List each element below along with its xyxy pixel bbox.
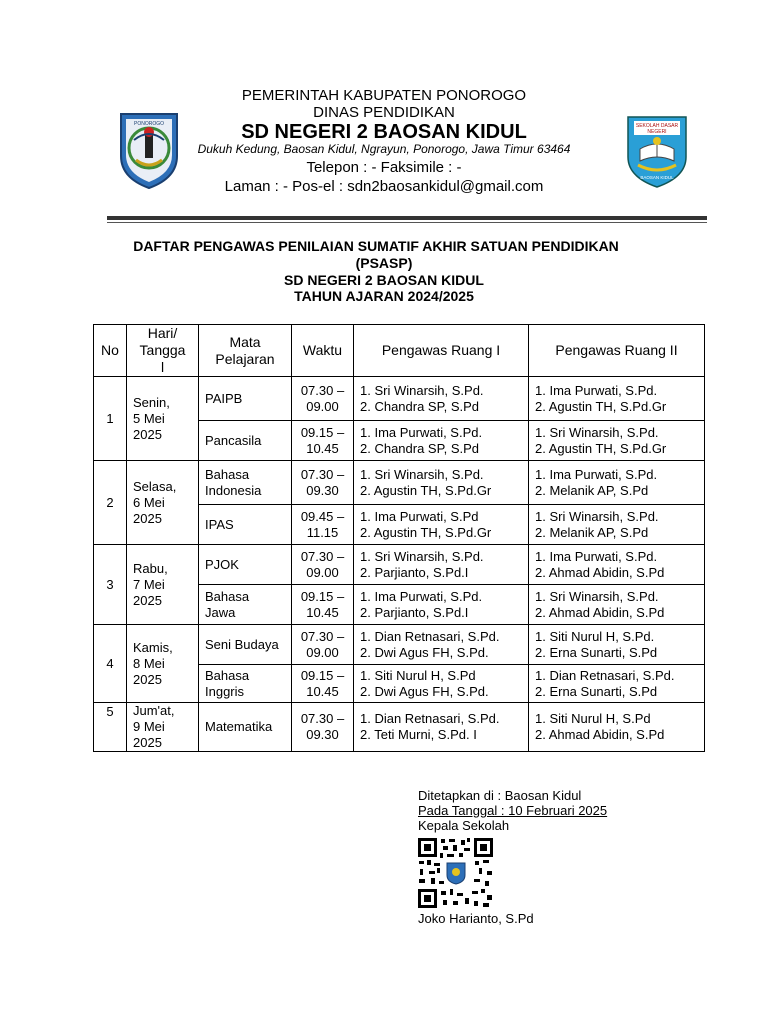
letterhead-government: PEMERINTAH KABUPATEN PONOROGO xyxy=(241,87,527,104)
doc-title-line-2: (PSASP) xyxy=(355,255,413,271)
header-subject xyxy=(199,325,292,377)
row-room-2 xyxy=(529,545,705,585)
signature-name: Joko Harianto, S.Pd xyxy=(418,911,534,926)
supervisor-1: 1. Sri Winarsih, S.Pd. xyxy=(360,466,484,482)
row-room-1 xyxy=(354,585,529,625)
subject-name-cont: Jawa xyxy=(205,604,236,620)
row-room-1 xyxy=(354,505,529,545)
supervisor-2: 2. Parjianto, S.Pd.I xyxy=(360,564,469,580)
time-start: 09.15 – xyxy=(300,424,345,440)
time-start: 09.15 – xyxy=(300,667,345,683)
supervisor-2: 2. Parjianto, S.Pd.I xyxy=(360,604,469,620)
letterhead-school-name: SD NEGERI 2 BAOSAN KIDUL xyxy=(241,121,527,143)
day-name: Jum'at, xyxy=(133,703,175,718)
supervisor-2: 2. Agustin TH, S.Pd.Gr xyxy=(535,398,667,414)
row-time xyxy=(292,505,354,545)
supervisor-1: 1. Siti Nurul H, S.Pd. xyxy=(535,628,655,644)
supervisor-1: 1. Siti Nurul H, S.Pd xyxy=(535,711,651,726)
supervisor-2: 2. Agustin TH, S.Pd.Gr xyxy=(360,482,492,498)
supervisor-1: 1. Dian Retnasari, S.Pd. xyxy=(360,628,500,644)
header-subject-line-2: Pelajaran xyxy=(215,350,275,367)
supervisor-schedule-table xyxy=(93,324,705,752)
row-subject xyxy=(199,585,292,625)
row-room-2 xyxy=(529,461,705,505)
time-end: 10.45 xyxy=(306,604,339,620)
row-room-2 xyxy=(529,421,705,461)
supervisor-2: 2. Erna Sunarti, S.Pd xyxy=(535,683,658,699)
supervisor-1: 1. Ima Purwati, S.Pd xyxy=(360,508,479,524)
row-room-1 xyxy=(354,665,529,703)
letterhead-address: Dukuh Kedung, Baosan Kidul, Ngrayun, Ponorogo, Jawa Timur 63464 xyxy=(197,142,571,156)
signature-place: Ditetapkan di : Baosan Kidul xyxy=(418,788,582,803)
header-day xyxy=(127,325,199,377)
row-room-1 xyxy=(354,545,529,585)
right-logo-top-text: SEKOLAH DASAR xyxy=(635,123,679,129)
header-room-1: Pengawas Ruang I xyxy=(354,325,529,377)
subject-name: Pancasila xyxy=(205,432,262,448)
supervisor-1: 1. Sri Winarsih, S.Pd. xyxy=(535,588,659,604)
day-date: 6 Mei xyxy=(133,494,165,510)
table-row xyxy=(94,703,705,752)
supervisor-2: 2. Ahmad Abidin, S.Pd xyxy=(535,564,665,580)
school-emblem-logo xyxy=(620,113,694,189)
letterhead-department: DINAS PENDIDIKAN xyxy=(313,104,455,121)
day-year: 2025 xyxy=(133,735,162,750)
doc-title-line-1: DAFTAR PENGAWAS PENILAIAN SUMATIF AKHIR SATUAN PENDIDIKAN xyxy=(133,238,619,254)
header-no: No xyxy=(94,325,127,377)
table-row xyxy=(94,461,705,505)
header-day-line-1: Hari/ xyxy=(147,325,178,341)
subject-name-cont: Indonesia xyxy=(205,482,262,498)
row-no: 3 xyxy=(94,545,127,625)
row-time xyxy=(292,585,354,625)
row-room-1 xyxy=(354,461,529,505)
supervisor-2: 2. Melanik AP, S.Pd xyxy=(535,482,649,498)
header-day-line-3: l xyxy=(160,359,165,375)
ponorogo-emblem-logo xyxy=(116,110,182,190)
header-day-line-2: Tangga xyxy=(139,342,186,358)
row-room-2 xyxy=(529,377,705,421)
subject-name: Seni Budaya xyxy=(205,636,279,652)
row-room-1 xyxy=(354,703,529,752)
supervisor-1: 1. Dian Retnasari, S.Pd. xyxy=(360,711,500,726)
supervisor-2: 2. Melanik AP, S.Pd xyxy=(535,524,649,540)
row-subject xyxy=(199,421,292,461)
time-start: 09.15 – xyxy=(300,588,345,604)
day-name: Kamis, xyxy=(133,639,173,655)
time-start: 07.30 – xyxy=(300,466,345,482)
doc-title-year: TAHUN AJARAN 2024/2025 xyxy=(294,288,474,304)
subject-name: Bahasa xyxy=(205,466,250,482)
supervisor-2: 2. Dwi Agus FH, S.Pd. xyxy=(360,683,489,699)
signature-date: Pada Tanggal : 10 Februari 2025 xyxy=(418,803,608,818)
supervisor-1: 1. Ima Purwati, S.Pd. xyxy=(535,548,658,564)
day-year: 2025 xyxy=(133,671,162,687)
signature-role: Kepala Sekolah xyxy=(418,818,510,833)
table-row xyxy=(94,377,705,421)
time-end: 09.30 xyxy=(306,727,339,742)
qr-code-signature xyxy=(417,837,494,909)
supervisor-1: 1. Dian Retnasari, S.Pd. xyxy=(535,667,675,683)
row-room-1 xyxy=(354,625,529,665)
subject-name: IPAS xyxy=(205,516,234,532)
day-name: Rabu, xyxy=(133,560,168,576)
time-end: 10.45 xyxy=(306,440,339,456)
row-time xyxy=(292,377,354,421)
day-date: 5 Mei xyxy=(133,410,165,426)
row-time xyxy=(292,545,354,585)
row-time xyxy=(292,703,354,752)
header-room-2: Pengawas Ruang II xyxy=(529,325,705,377)
row-room-1 xyxy=(354,421,529,461)
time-end: 09.00 xyxy=(306,398,339,414)
day-year: 2025 xyxy=(133,426,162,442)
supervisor-2: 2. Erna Sunarti, S.Pd xyxy=(535,644,658,660)
time-end: 11.15 xyxy=(306,524,339,540)
time-start: 07.30 – xyxy=(300,711,345,726)
row-room-2 xyxy=(529,625,705,665)
time-start: 09.45 – xyxy=(300,508,345,524)
supervisor-2: 2. Ahmad Abidin, S.Pd xyxy=(535,727,665,742)
subject-name: PAIPB xyxy=(205,390,243,406)
day-date: 9 Mei xyxy=(133,719,165,734)
day-year: 2025 xyxy=(133,510,162,526)
supervisor-2: 2. Dwi Agus FH, S.Pd. xyxy=(360,644,489,660)
doc-title-school: SD NEGERI 2 BAOSAN KIDUL xyxy=(284,272,484,288)
time-start: 07.30 – xyxy=(300,628,345,644)
row-time xyxy=(292,421,354,461)
time-end: 09.00 xyxy=(306,564,339,580)
time-end: 09.00 xyxy=(306,644,339,660)
row-subject xyxy=(199,545,292,585)
row-subject xyxy=(199,505,292,545)
row-subject xyxy=(199,461,292,505)
table-row xyxy=(94,545,705,585)
header-time: Waktu xyxy=(292,325,354,377)
letterhead-divider-thin xyxy=(107,222,707,223)
day-name: Senin, xyxy=(133,394,170,410)
supervisor-1: 1. Siti Nurul H, S.Pd xyxy=(360,667,476,683)
day-date: 7 Mei xyxy=(133,576,165,592)
subject-name: Bahasa xyxy=(205,588,250,604)
row-time xyxy=(292,461,354,505)
table-row xyxy=(94,625,705,665)
supervisor-1: 1. Sri Winarsih, S.Pd. xyxy=(360,548,484,564)
left-logo-text: PONOROGO xyxy=(133,121,165,127)
row-no: 1 xyxy=(94,377,127,461)
supervisor-2: 2. Agustin TH, S.Pd.Gr xyxy=(535,440,667,456)
row-room-2 xyxy=(529,585,705,625)
letterhead-divider-thick xyxy=(107,216,707,220)
row-subject xyxy=(199,625,292,665)
header-subject-line-1: Mata xyxy=(229,333,261,350)
supervisor-1: 1. Ima Purwati, S.Pd. xyxy=(360,588,483,604)
day-date: 8 Mei xyxy=(133,655,165,671)
row-day xyxy=(127,703,199,752)
time-end: 09.30 xyxy=(306,482,339,498)
time-start: 07.30 – xyxy=(300,548,345,564)
subject-name-cont: Inggris xyxy=(205,683,245,699)
row-time xyxy=(292,665,354,703)
subject-name: PJOK xyxy=(205,556,239,572)
subject-name: Bahasa xyxy=(205,667,250,683)
supervisor-1: 1. Ima Purwati, S.Pd. xyxy=(360,424,483,440)
letterhead-web-email: Laman : - Pos-el : sdn2baosankidul@gmail.com xyxy=(224,178,544,195)
supervisor-2: 2. Agustin TH, S.Pd.Gr xyxy=(360,524,492,540)
row-no: 5 xyxy=(94,703,127,752)
day-name: Selasa, xyxy=(133,478,177,494)
row-subject xyxy=(199,665,292,703)
row-day xyxy=(127,461,199,545)
row-room-1 xyxy=(354,377,529,421)
letterhead-phone: Telepon : - Faksimile : - xyxy=(306,159,462,176)
supervisor-2: 2. Chandra SP, S.Pd xyxy=(360,398,480,414)
supervisor-2: 2. Chandra SP, S.Pd xyxy=(360,440,480,456)
supervisor-1: 1. Ima Purwati, S.Pd. xyxy=(535,382,658,398)
row-day xyxy=(127,625,199,703)
table-header-row xyxy=(94,325,705,377)
time-end: 10.45 xyxy=(306,683,339,699)
row-room-2 xyxy=(529,703,705,752)
row-subject xyxy=(199,377,292,421)
subject-name: Matematika xyxy=(205,719,273,734)
row-time xyxy=(292,625,354,665)
supervisor-1: 1. Sri Winarsih, S.Pd. xyxy=(535,424,659,440)
supervisor-1: 1. Ima Purwati, S.Pd. xyxy=(535,466,658,482)
row-room-2 xyxy=(529,505,705,545)
row-day xyxy=(127,377,199,461)
supervisor-1: 1. Sri Winarsih, S.Pd. xyxy=(360,382,484,398)
supervisor-2: 2. Ahmad Abidin, S.Pd xyxy=(535,604,665,620)
supervisor-2: 2. Teti Murni, S.Pd. I xyxy=(360,727,477,742)
row-no: 2 xyxy=(94,461,127,545)
row-day xyxy=(127,545,199,625)
row-subject xyxy=(199,703,292,752)
row-no: 4 xyxy=(94,625,127,703)
day-year: 2025 xyxy=(133,592,162,608)
right-logo-bottom-text: BAOSAN KIDUL xyxy=(640,175,674,180)
time-start: 07.30 – xyxy=(300,382,345,398)
row-room-2 xyxy=(529,665,705,703)
supervisor-1: 1. Sri Winarsih, S.Pd. xyxy=(535,508,659,524)
right-logo-mid-text: NEGERI xyxy=(647,129,667,135)
